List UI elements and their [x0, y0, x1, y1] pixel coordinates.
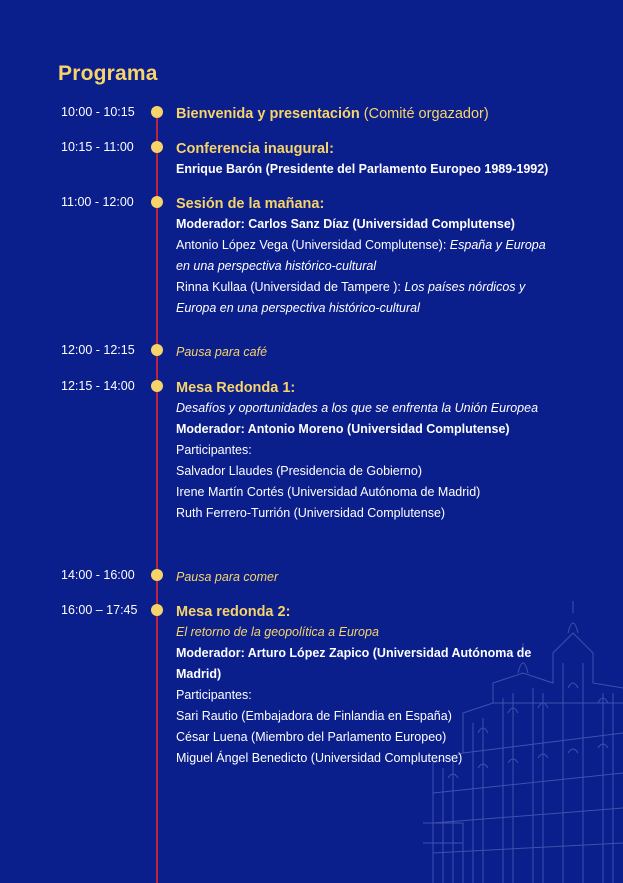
- participant: César Luena (Miembro del Parlamento Europeo): [176, 730, 447, 744]
- slot-time: 14:00 - 16:00: [61, 568, 135, 582]
- talk-line: [176, 277, 566, 298]
- page-title: Programa: [58, 62, 158, 85]
- participant: Sari Rautio (Embajadora de Finlandia en España): [176, 709, 452, 723]
- slot-time: 10:15 - 11:00: [61, 140, 134, 154]
- timeline-dot: [151, 344, 163, 356]
- participant: Miguel Ángel Benedicto (Universidad Complutense): [176, 751, 463, 765]
- timeline-dot: [151, 141, 163, 153]
- talk-title-cont: Europa en una perspectiva histórico-cultural: [176, 301, 420, 315]
- timeline-dot: [151, 196, 163, 208]
- slot-heading: Mesa Redonda 1:: [176, 380, 296, 396]
- slot-subtitle: Desafíos y oportunidades a los que se enfrenta la Unión Europea: [176, 401, 539, 415]
- break-label: Pausa para comer: [176, 570, 279, 584]
- moderator-line: Moderador: Antonio Moreno (Universidad Complutense): [176, 422, 510, 436]
- talk-title: Los países nórdicos y: [404, 280, 526, 294]
- moderator-line: Moderador: Arturo López Zapico (Universidad Autónoma de: [176, 646, 532, 660]
- slot-time: 11:00 - 12:00: [61, 195, 134, 209]
- moderator-line: Moderador: Carlos Sanz Díaz (Universidad Complutense): [176, 217, 515, 231]
- timeline-dot: [151, 569, 163, 581]
- slot-heading: Conferencia inaugural:: [176, 141, 334, 157]
- slot-time: 12:00 - 12:15: [61, 343, 135, 357]
- keynote-speaker: Enrique Barón (Presidente del Parlamento Europeo 1989-1992): [176, 162, 549, 176]
- slot-time: 16:00 – 17:45: [61, 603, 138, 617]
- slot-heading: Mesa redonda 2:: [176, 604, 291, 620]
- talk-speaker: Rinna Kullaa (Universidad de Tampere ):: [176, 280, 405, 294]
- slot-heading-text: Bienvenida y presentación: [176, 106, 360, 122]
- slot-subtitle: El retorno de la geopolítica a Europa: [176, 625, 379, 639]
- talk-title-cont: en una perspectiva histórico-cultural: [176, 259, 377, 273]
- participant: Irene Martín Cortés (Universidad Autónoma de Madrid): [176, 485, 481, 499]
- building-illustration-icon: [423, 593, 623, 883]
- timeline-dot: [151, 380, 163, 392]
- talk-title: España y Europa: [449, 238, 546, 252]
- timeline-dot: [151, 604, 163, 616]
- slot-heading: Sesión de la mañana:: [176, 196, 325, 212]
- slot-time: 12:15 - 14:00: [61, 379, 135, 393]
- participants-label: Participantes:: [176, 688, 252, 702]
- participant: Salvador Llaudes (Presidencia de Gobierno): [176, 464, 422, 478]
- timeline-line: [156, 112, 158, 883]
- talk-speaker: Antonio López Vega (Universidad Complutense):: [176, 238, 450, 252]
- participants-label: Participantes:: [176, 443, 252, 457]
- slot-heading-paren: (Comité orgazador): [363, 106, 489, 122]
- break-label: Pausa para café: [176, 345, 268, 359]
- participant: Ruth Ferrero-Turrión (Universidad Complutense): [176, 506, 446, 520]
- timeline-dot: [151, 106, 163, 118]
- talk-line: [176, 235, 566, 256]
- slot-time: 10:00 - 10:15: [61, 105, 135, 119]
- slot-heading: [176, 105, 566, 123]
- moderator-line-cont: Madrid): [176, 667, 222, 681]
